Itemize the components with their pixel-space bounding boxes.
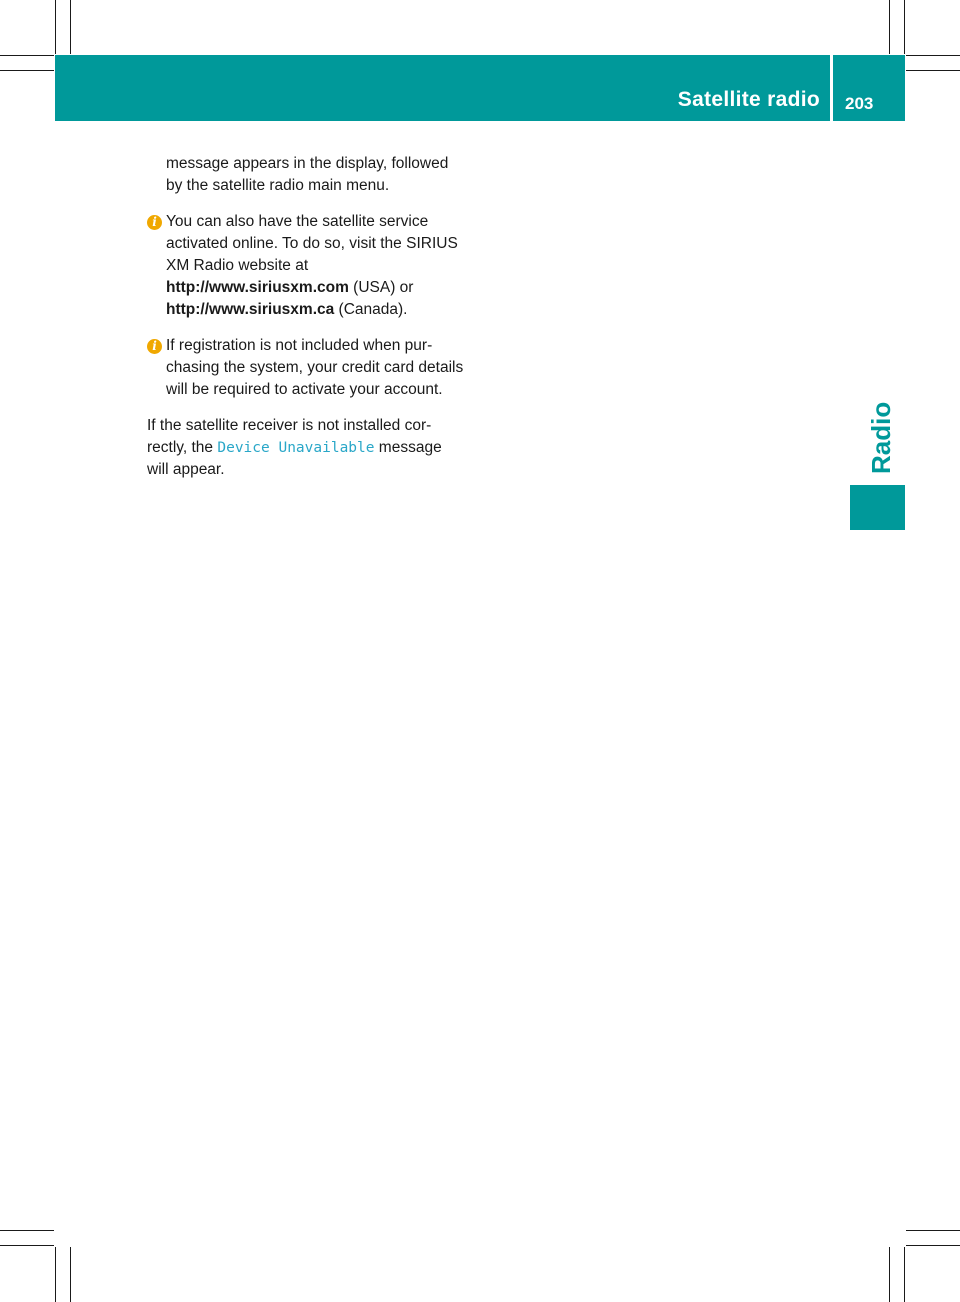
crop-mark bbox=[906, 55, 960, 56]
display-message-text: Device Unavailable bbox=[217, 440, 375, 456]
device-unavailable-paragraph bbox=[147, 415, 492, 481]
crop-mark bbox=[70, 1247, 71, 1302]
crop-mark bbox=[70, 0, 71, 54]
text-fragment: rectly, the bbox=[147, 439, 218, 456]
text-line: XM Radio website at bbox=[166, 257, 309, 274]
crop-mark bbox=[0, 1230, 54, 1231]
text-line: message appears in the display, followed bbox=[166, 155, 449, 172]
text-line: by the satellite radio main menu. bbox=[166, 177, 390, 194]
chapter-tab-label: Radio bbox=[866, 401, 896, 474]
crop-mark bbox=[906, 70, 960, 71]
text-line bbox=[147, 437, 492, 459]
crop-mark bbox=[904, 0, 905, 54]
body-text bbox=[147, 153, 492, 481]
crop-mark bbox=[906, 1245, 960, 1246]
text-fragment: message bbox=[374, 439, 442, 456]
info-note-online-activation bbox=[147, 211, 492, 321]
info-icon: i bbox=[147, 215, 162, 230]
text-line: If the satellite receiver is not installed cor- bbox=[147, 417, 432, 434]
continued-paragraph bbox=[147, 153, 492, 197]
text-line: will appear. bbox=[147, 461, 225, 478]
url-suffix: (USA) or bbox=[348, 279, 414, 296]
crop-mark bbox=[0, 55, 54, 56]
info-icon: i bbox=[147, 339, 162, 354]
crop-mark bbox=[889, 0, 890, 54]
text-line: will be required to activate your account. bbox=[166, 381, 443, 398]
page-number: 203 bbox=[845, 94, 874, 113]
text-line: chasing the system, your credit card details bbox=[166, 359, 464, 376]
crop-mark bbox=[906, 1230, 960, 1231]
crop-mark bbox=[55, 0, 56, 54]
text-line: You can also have the satellite service bbox=[166, 213, 429, 230]
section-title: Satellite radio bbox=[677, 88, 820, 111]
crop-mark bbox=[0, 1245, 54, 1246]
crop-mark bbox=[889, 1247, 890, 1302]
crop-mark bbox=[55, 1247, 56, 1302]
info-note-registration bbox=[147, 335, 492, 401]
siriusxm-canada-url: http://www.siriusxm.ca bbox=[166, 301, 335, 318]
text-line bbox=[166, 299, 492, 321]
text-line bbox=[166, 277, 492, 299]
crop-mark bbox=[0, 70, 54, 71]
header-divider bbox=[830, 55, 833, 121]
chapter-tab-marker bbox=[850, 485, 905, 530]
crop-mark bbox=[904, 1247, 905, 1302]
siriusxm-usa-url: http://www.siriusxm.com bbox=[166, 279, 349, 296]
url-suffix: (Canada). bbox=[334, 301, 408, 318]
text-line: If registration is not included when pur- bbox=[166, 337, 433, 354]
text-line: activated online. To do so, visit the SIRIUS bbox=[166, 235, 458, 252]
